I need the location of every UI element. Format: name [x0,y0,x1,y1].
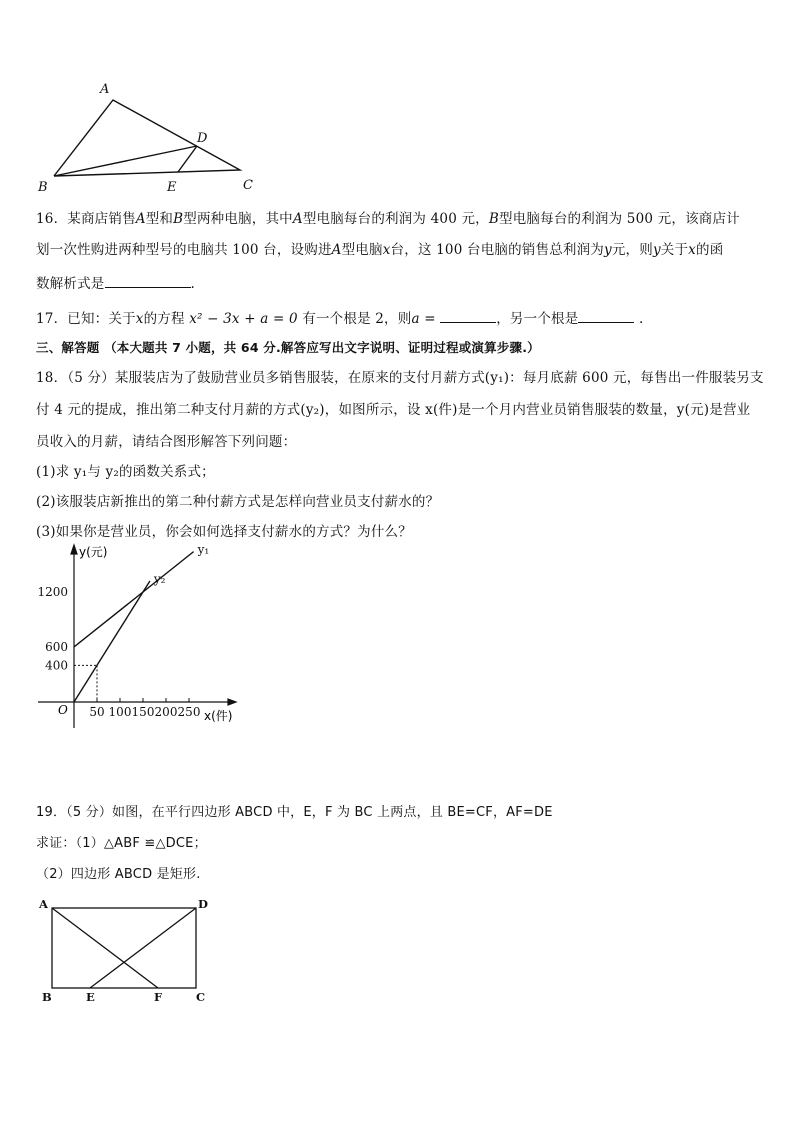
x-axis-arrow [228,699,236,705]
section-note: （本大题共 7 小题，共 64 分.解答应写出文字说明、证明过程或演算步骤.） [104,340,540,355]
q18-line-3: 员收入的月薪，请结合图形解答下列问题： [36,434,297,450]
q16-line-2 [36,238,723,258]
series-label-2: y₂ [153,571,166,586]
x-tick-label: 200 [154,705,178,719]
x-tick-label: 250 [177,705,201,719]
q16-text: 划一次性购进两种型号的电脑共 100 台，设购进 [36,242,332,258]
q16-var: x [382,242,391,258]
label-A: A [39,897,48,911]
q16-text: 16．某商店销售 [36,211,136,227]
triangle-figure [30,80,270,195]
q16-var: A [331,242,342,258]
rectangle-outline [52,908,196,988]
q16-var: B [173,211,184,227]
q17-text: 17．已知：关于 [36,311,136,327]
q16-text: 型两种电脑，其中 [183,211,293,227]
q17-text: 有一个根是 2，则 [302,311,412,327]
q16-text: 的函 [696,242,724,258]
y-tick-label: 1200 [37,584,68,599]
x-axis-label: x(件) [204,709,233,723]
q16-text: 关于 [660,242,689,258]
q16-var: y [604,242,612,258]
q16-text: 元，则 [611,242,653,258]
q16-text: 台，这 100 台电脑的销售总利润为 [390,242,604,258]
answer-blank[interactable] [105,275,191,288]
q16-var: x [688,242,696,258]
series-label-1: y₁ [197,542,210,557]
answer-blank-root[interactable] [578,310,634,323]
q16-text: . [190,276,195,292]
q19-line-2: 求证：（1）△ABF ≌△DCE； [36,836,207,851]
x-tick-label: 150 [131,705,155,719]
q17-text: . [638,311,644,327]
answer-blank-a[interactable] [440,310,496,323]
q19-line-1: 19．（5 分）如图，在平行四边形 ABCD 中，E，F 为 BC 上两点，且 BE=CF，AF=DE [36,805,553,820]
q16-line-1 [36,207,740,227]
q18-part-3: (3)如果你是营业员，你会如何选择支付薪水的方式？为什么？ [36,524,412,540]
y-tick-label: 600 [45,639,68,654]
label-B: B [42,990,52,1004]
q16-text: 型和 [145,211,174,227]
q17-text: 的方程 [143,311,185,327]
origin-label: O [58,703,68,717]
q16-var: A [135,211,146,227]
q17-equation: x² − 3x + a = 0 [189,311,298,327]
label-D: D [198,897,208,911]
q18-part-2: (2)该服装店新推出的第二种付薪方式是怎样向营业员支付薪水的？ [36,494,440,510]
y-axis-label: y(元) [79,545,108,559]
label-F: F [154,990,163,1004]
q16-var: B [488,211,500,227]
q18-line-1: 18．（5 分）某服装店为了鼓励营业员多销售服装，在原来的支付月薪方式(y₁)：每月底薪 600 元，每售出一件服装另支 [36,370,764,386]
y-axis-arrow [71,545,77,554]
label-A: A [100,82,110,97]
q18-part-1: (1)求 y₁与 y₂的函数关系式； [36,464,215,480]
series-line-2 [74,581,150,702]
section-title: 三、解答题 [36,340,100,355]
q16-text: 数解析式是 [36,276,105,292]
label-C: C [243,178,253,193]
section-heading [36,338,540,356]
q17-var: a = [411,311,436,327]
y-tick-label: 400 [45,658,68,673]
q16-text: 型电脑每台的利润为 500 元，该商店计 [499,211,740,227]
q16-line-3 [36,272,195,292]
series-line-1 [74,552,194,647]
q17-var: x [135,311,144,327]
q16-var: y [652,242,661,258]
label-B: B [38,180,48,195]
q16-text: 型电脑每台的利润为 400 元， [302,211,489,227]
x-tick-label: 50 [89,705,105,719]
salary-chart [36,540,258,735]
label-D: D [197,131,208,146]
q19-line-3: （2）四边形 ABCD 是矩形. [36,867,201,882]
label-E: E [167,180,177,195]
q17-text: ，另一个根是 [496,311,579,327]
q18-line-2: 付 4 元的提成，推出第二种支付月薪的方式(y₂)，如图所示，设 x(件)是一个月内营业员销售服装的数量，y(元)是营业 [36,402,751,418]
triangle-outline [54,100,240,176]
x-tick-label: 100 [108,705,132,719]
label-C: C [196,990,206,1004]
label-E: E [86,990,95,1004]
q16-text: 型电脑 [341,242,383,258]
q17-line [36,307,643,327]
rectangle-figure [34,894,224,1008]
q16-var: A [292,211,303,227]
